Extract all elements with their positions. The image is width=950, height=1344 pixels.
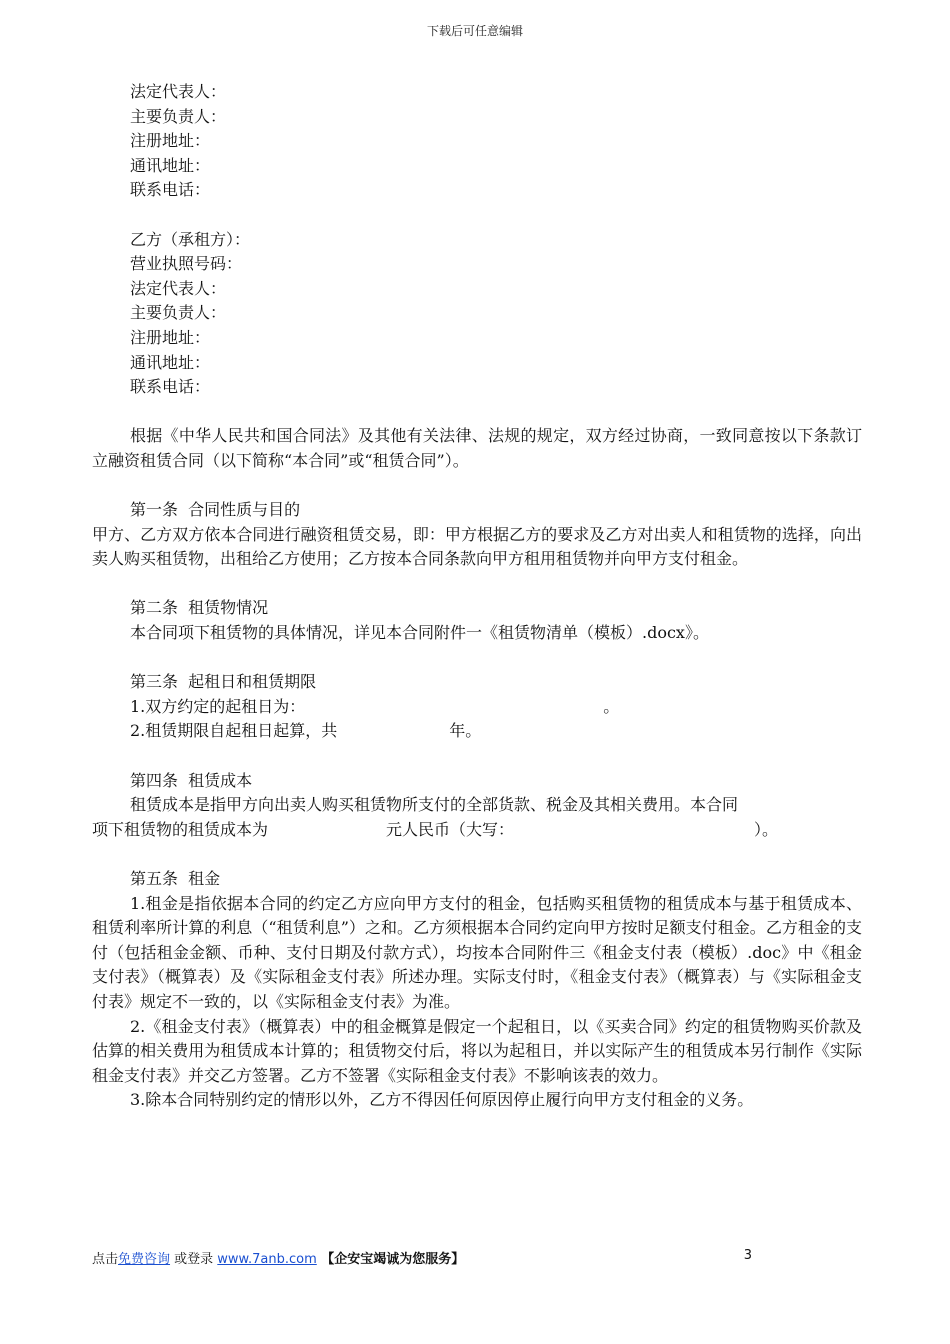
page-footer <box>92 1248 862 1267</box>
party-b-reg-address: 注册地址： <box>130 327 211 347</box>
article-4-title: 第四条 租赁成本 <box>130 770 253 790</box>
footer-suffix: 【企安宝竭诚为您服务】 <box>316 1252 465 1267</box>
party-b-mail-address: 通讯地址： <box>130 352 211 372</box>
party-b-legal-rep: 法定代表人： <box>130 278 227 298</box>
party-b-principal: 主要负责人： <box>130 303 227 323</box>
cost-words-label: 元人民币（大写： <box>386 819 515 839</box>
party-b-license: 营业执照号码： <box>130 254 243 274</box>
party-b-title: 乙方（承租方）： <box>130 229 251 249</box>
page-number: 3 <box>743 1248 752 1263</box>
article-5-para-1: 1.租金是指依据本合同的约定乙方应向甲方支付的租金，包括购买租赁物的租赁成本与基于租赁成本、租赁利率所计算的利息（“租赁利息”）之和。乙方须根据本合同约定向甲方按时足额支付租金。乙方租金的支付（包括租金金额、币种、支付日期及付款方式），均按本合同附件三《租金支付表（模板）.doc》中《租金支付表》（概算表）及《实际租金支付表》所述办理。实际支付时，《租金支付表》（概算表）与《实际租金支付表》规定不一致的，以《实际租金支付表》为准。 <box>92 893 862 1011</box>
article-3-title: 第三条 起租日和租赁期限 <box>130 672 317 692</box>
article-5-para-2: 2.《租金支付表》（概算表）中的租金概算是假定一个起租日，以《买卖合同》约定的租赁物购买价款及估算的相关费用为租赁成本计算的；租赁物交付后，将以为起租日，并以实际产生的租赁成本另行制作《实际租金支付表》并交乙方签署。乙方不签署《实际租金支付表》不影响该表的效力。 <box>92 1016 862 1085</box>
article-4-line-2 <box>92 818 862 843</box>
cost-end: ）。 <box>754 819 779 839</box>
party-a-legal-rep: 法定代表人： <box>130 82 227 101</box>
article-2-body: 本合同项下租赁物的具体情况，详见本合同附件一《租赁物清单（模板）.docx》。 <box>130 623 709 643</box>
party-a-principal: 主要负责人： <box>130 106 227 126</box>
party-a-mail-address: 通讯地址： <box>130 155 211 175</box>
article-3-item-2 <box>92 719 862 744</box>
article-3-item-1 <box>92 695 862 720</box>
cost-label: 项下租赁物的租赁成本为 <box>92 819 269 839</box>
footer-prefix: 点击 <box>92 1252 119 1267</box>
intro-paragraph: 根据《中华人民共和国合同法》及其他有关法律、法规的规定，双方经过协商，一致同意按以下条款订立融资租赁合同（以下简称“本合同”或“租赁合同”）。 <box>92 426 862 470</box>
article-4-line-1: 租赁成本是指甲方向出卖人购买租赁物所支付的全部货款、税金及其相关费用。本合同 <box>130 795 739 815</box>
article-2-title: 第二条 租赁物情况 <box>130 598 269 618</box>
party-a-reg-address: 注册地址： <box>130 131 211 151</box>
term-unit: 年。 <box>449 721 482 741</box>
start-date-end: 。 <box>603 696 620 716</box>
free-consult-link[interactable]: 免费咨询 <box>118 1252 171 1267</box>
party-b-phone: 联系电话： <box>130 377 211 397</box>
article-1-title: 第一条 合同性质与目的 <box>130 500 301 520</box>
party-a-phone: 联系电话： <box>130 180 211 200</box>
start-date-label: 1.双方约定的起租日为： <box>130 696 306 716</box>
contract-body <box>92 80 862 1113</box>
footer-mid: 或登录 <box>170 1252 218 1267</box>
term-label: 2.租赁期限自起租日起算，共 <box>130 721 338 741</box>
article-5-title: 第五条 租金 <box>130 869 221 888</box>
page-header: 下载后可任意编辑 <box>426 24 523 38</box>
article-5-para-3: 3.除本合同特别约定的情形以外，乙方不得因任何原因停止履行向甲方支付租金的义务。 <box>130 1090 754 1110</box>
site-link[interactable]: www.7anb.com <box>217 1252 317 1267</box>
article-1-body: 甲方、乙方双方依本合同进行融资租赁交易，即：甲方根据乙方的要求及乙方对出卖人和租赁物的选择，向出卖人购买租赁物，出租给乙方使用；乙方按本合同条款向甲方租用租赁物并向甲方支付租金。 <box>92 524 862 569</box>
